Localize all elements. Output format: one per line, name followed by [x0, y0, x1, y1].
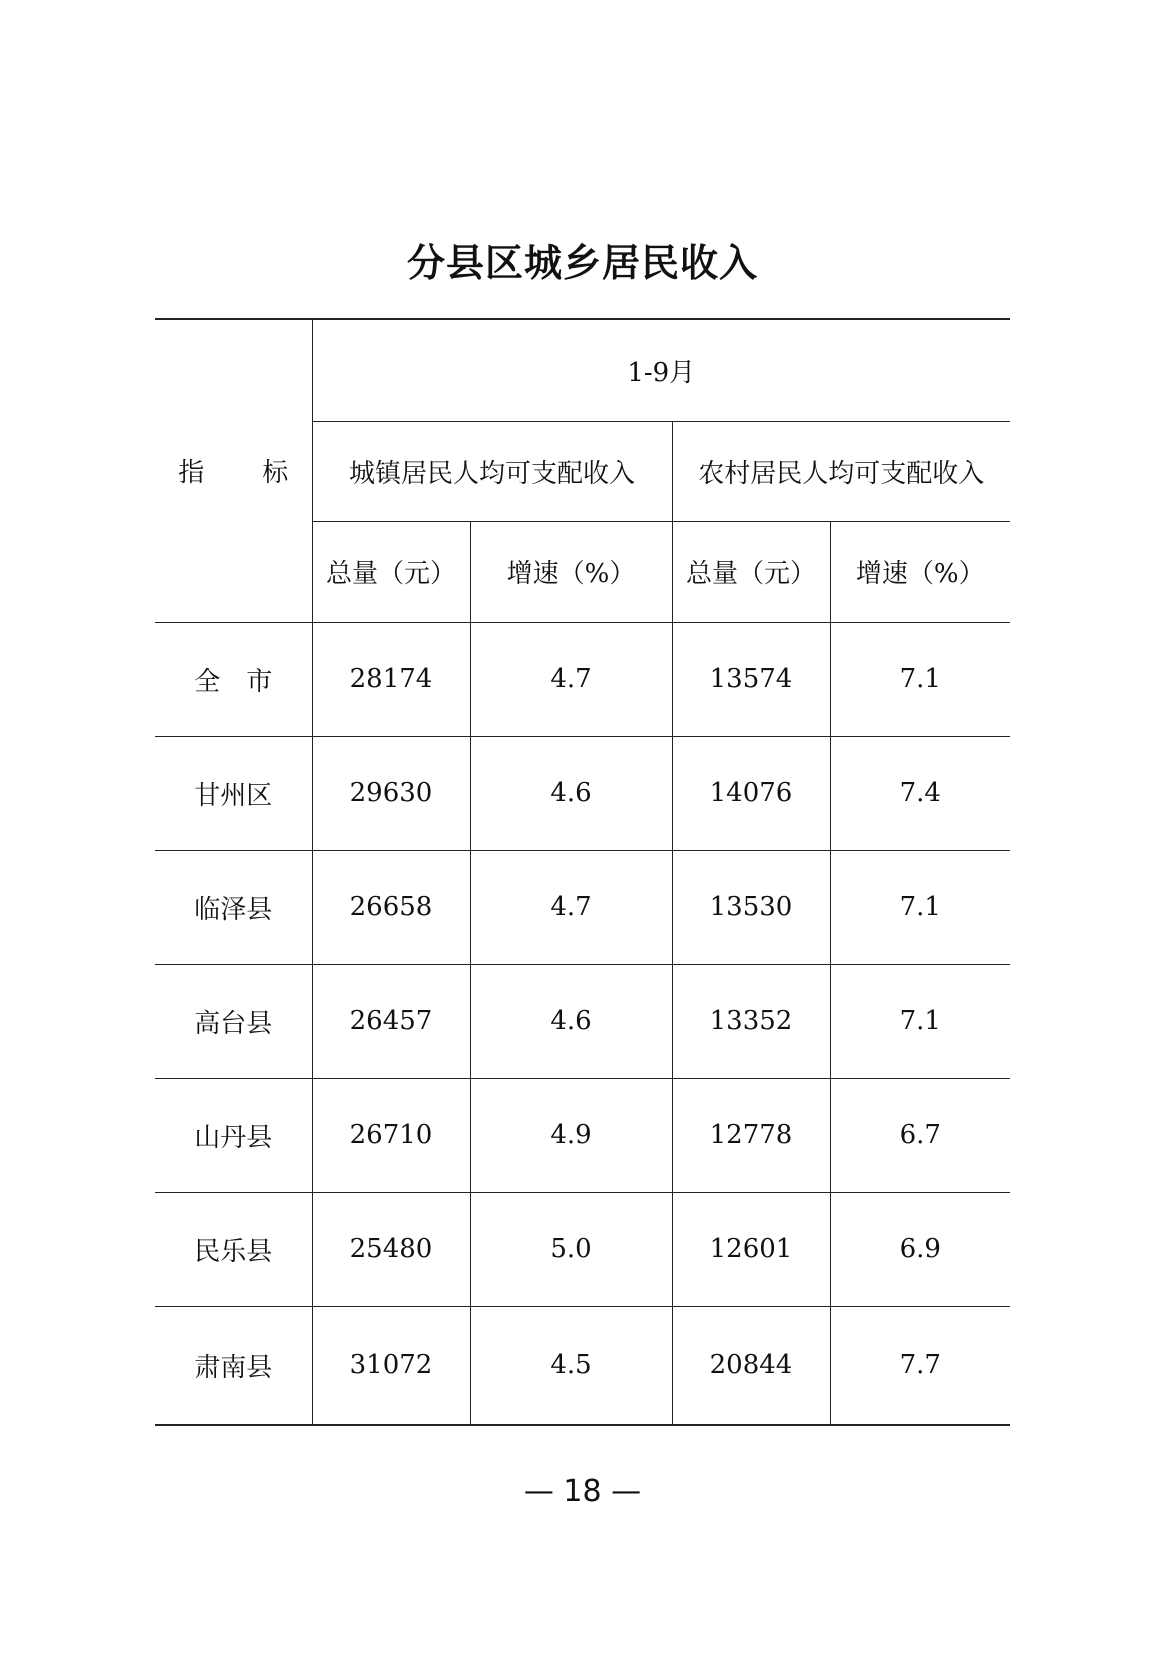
income-table: [155, 318, 1010, 1426]
urban-growth-cell: 4.6: [470, 736, 672, 850]
table-row: [155, 1078, 1010, 1192]
urban-growth-cell: 4.6: [470, 964, 672, 1078]
urban-growth-cell: 4.9: [470, 1078, 672, 1192]
rural-total-header: 总量（元）: [672, 521, 830, 622]
rural-growth-cell: 7.1: [830, 622, 1010, 736]
urban-growth-cell: 4.7: [470, 622, 672, 736]
region-cell: 临泽县: [155, 850, 312, 964]
region-cell: 甘州区: [155, 736, 312, 850]
region-cell: 民乐县: [155, 1192, 312, 1306]
rural-total-cell: 13530: [672, 850, 830, 964]
urban-total-header: 总量（元）: [312, 521, 470, 622]
rural-total-cell: 14076: [672, 736, 830, 850]
indicator-header: [155, 319, 312, 622]
urban-total-cell: 31072: [312, 1306, 470, 1425]
rural-total-cell: 13352: [672, 964, 830, 1078]
table-row: [155, 1306, 1010, 1425]
indicator-char-1: 指: [178, 458, 205, 489]
urban-total-cell: 26457: [312, 964, 470, 1078]
page-title: 分县区城乡居民收入: [406, 241, 758, 285]
header-row-period: [155, 319, 1010, 421]
rural-growth-cell: 6.9: [830, 1192, 1010, 1306]
region-cell: 全 市: [155, 622, 312, 736]
table-row: [155, 622, 1010, 736]
rural-growth-cell: 7.1: [830, 850, 1010, 964]
urban-total-cell: 26658: [312, 850, 470, 964]
region-cell: 肃南县: [155, 1306, 312, 1425]
urban-total-cell: 28174: [312, 622, 470, 736]
rural-total-cell: 12601: [672, 1192, 830, 1306]
table-row: [155, 964, 1010, 1078]
period-header: 1-9月: [312, 319, 1010, 421]
rural-total-cell: 13574: [672, 622, 830, 736]
urban-growth-cell: 4.5: [470, 1306, 672, 1425]
indicator-char-2: 标: [262, 458, 289, 489]
rural-growth-cell: 7.1: [830, 964, 1010, 1078]
page-number: — 18 —: [523, 1474, 642, 1509]
table-row: [155, 736, 1010, 850]
region-cell: 高台县: [155, 964, 312, 1078]
urban-total-cell: 25480: [312, 1192, 470, 1306]
rural-total-cell: 20844: [672, 1306, 830, 1425]
urban-growth-cell: 4.7: [470, 850, 672, 964]
urban-growth-header: 增速（%）: [470, 521, 672, 622]
rural-total-cell: 12778: [672, 1078, 830, 1192]
rural-growth-header: 增速（%）: [830, 521, 1010, 622]
urban-total-cell: 29630: [312, 736, 470, 850]
table-row: [155, 1192, 1010, 1306]
rural-growth-cell: 7.7: [830, 1306, 1010, 1425]
urban-growth-cell: 5.0: [470, 1192, 672, 1306]
rural-growth-cell: 6.7: [830, 1078, 1010, 1192]
table-row: [155, 850, 1010, 964]
region-cell: 山丹县: [155, 1078, 312, 1192]
urban-group-header: 城镇居民人均可支配收入: [312, 421, 672, 521]
rural-growth-cell: 7.4: [830, 736, 1010, 850]
urban-total-cell: 26710: [312, 1078, 470, 1192]
rural-group-header: 农村居民人均可支配收入: [672, 421, 1010, 521]
